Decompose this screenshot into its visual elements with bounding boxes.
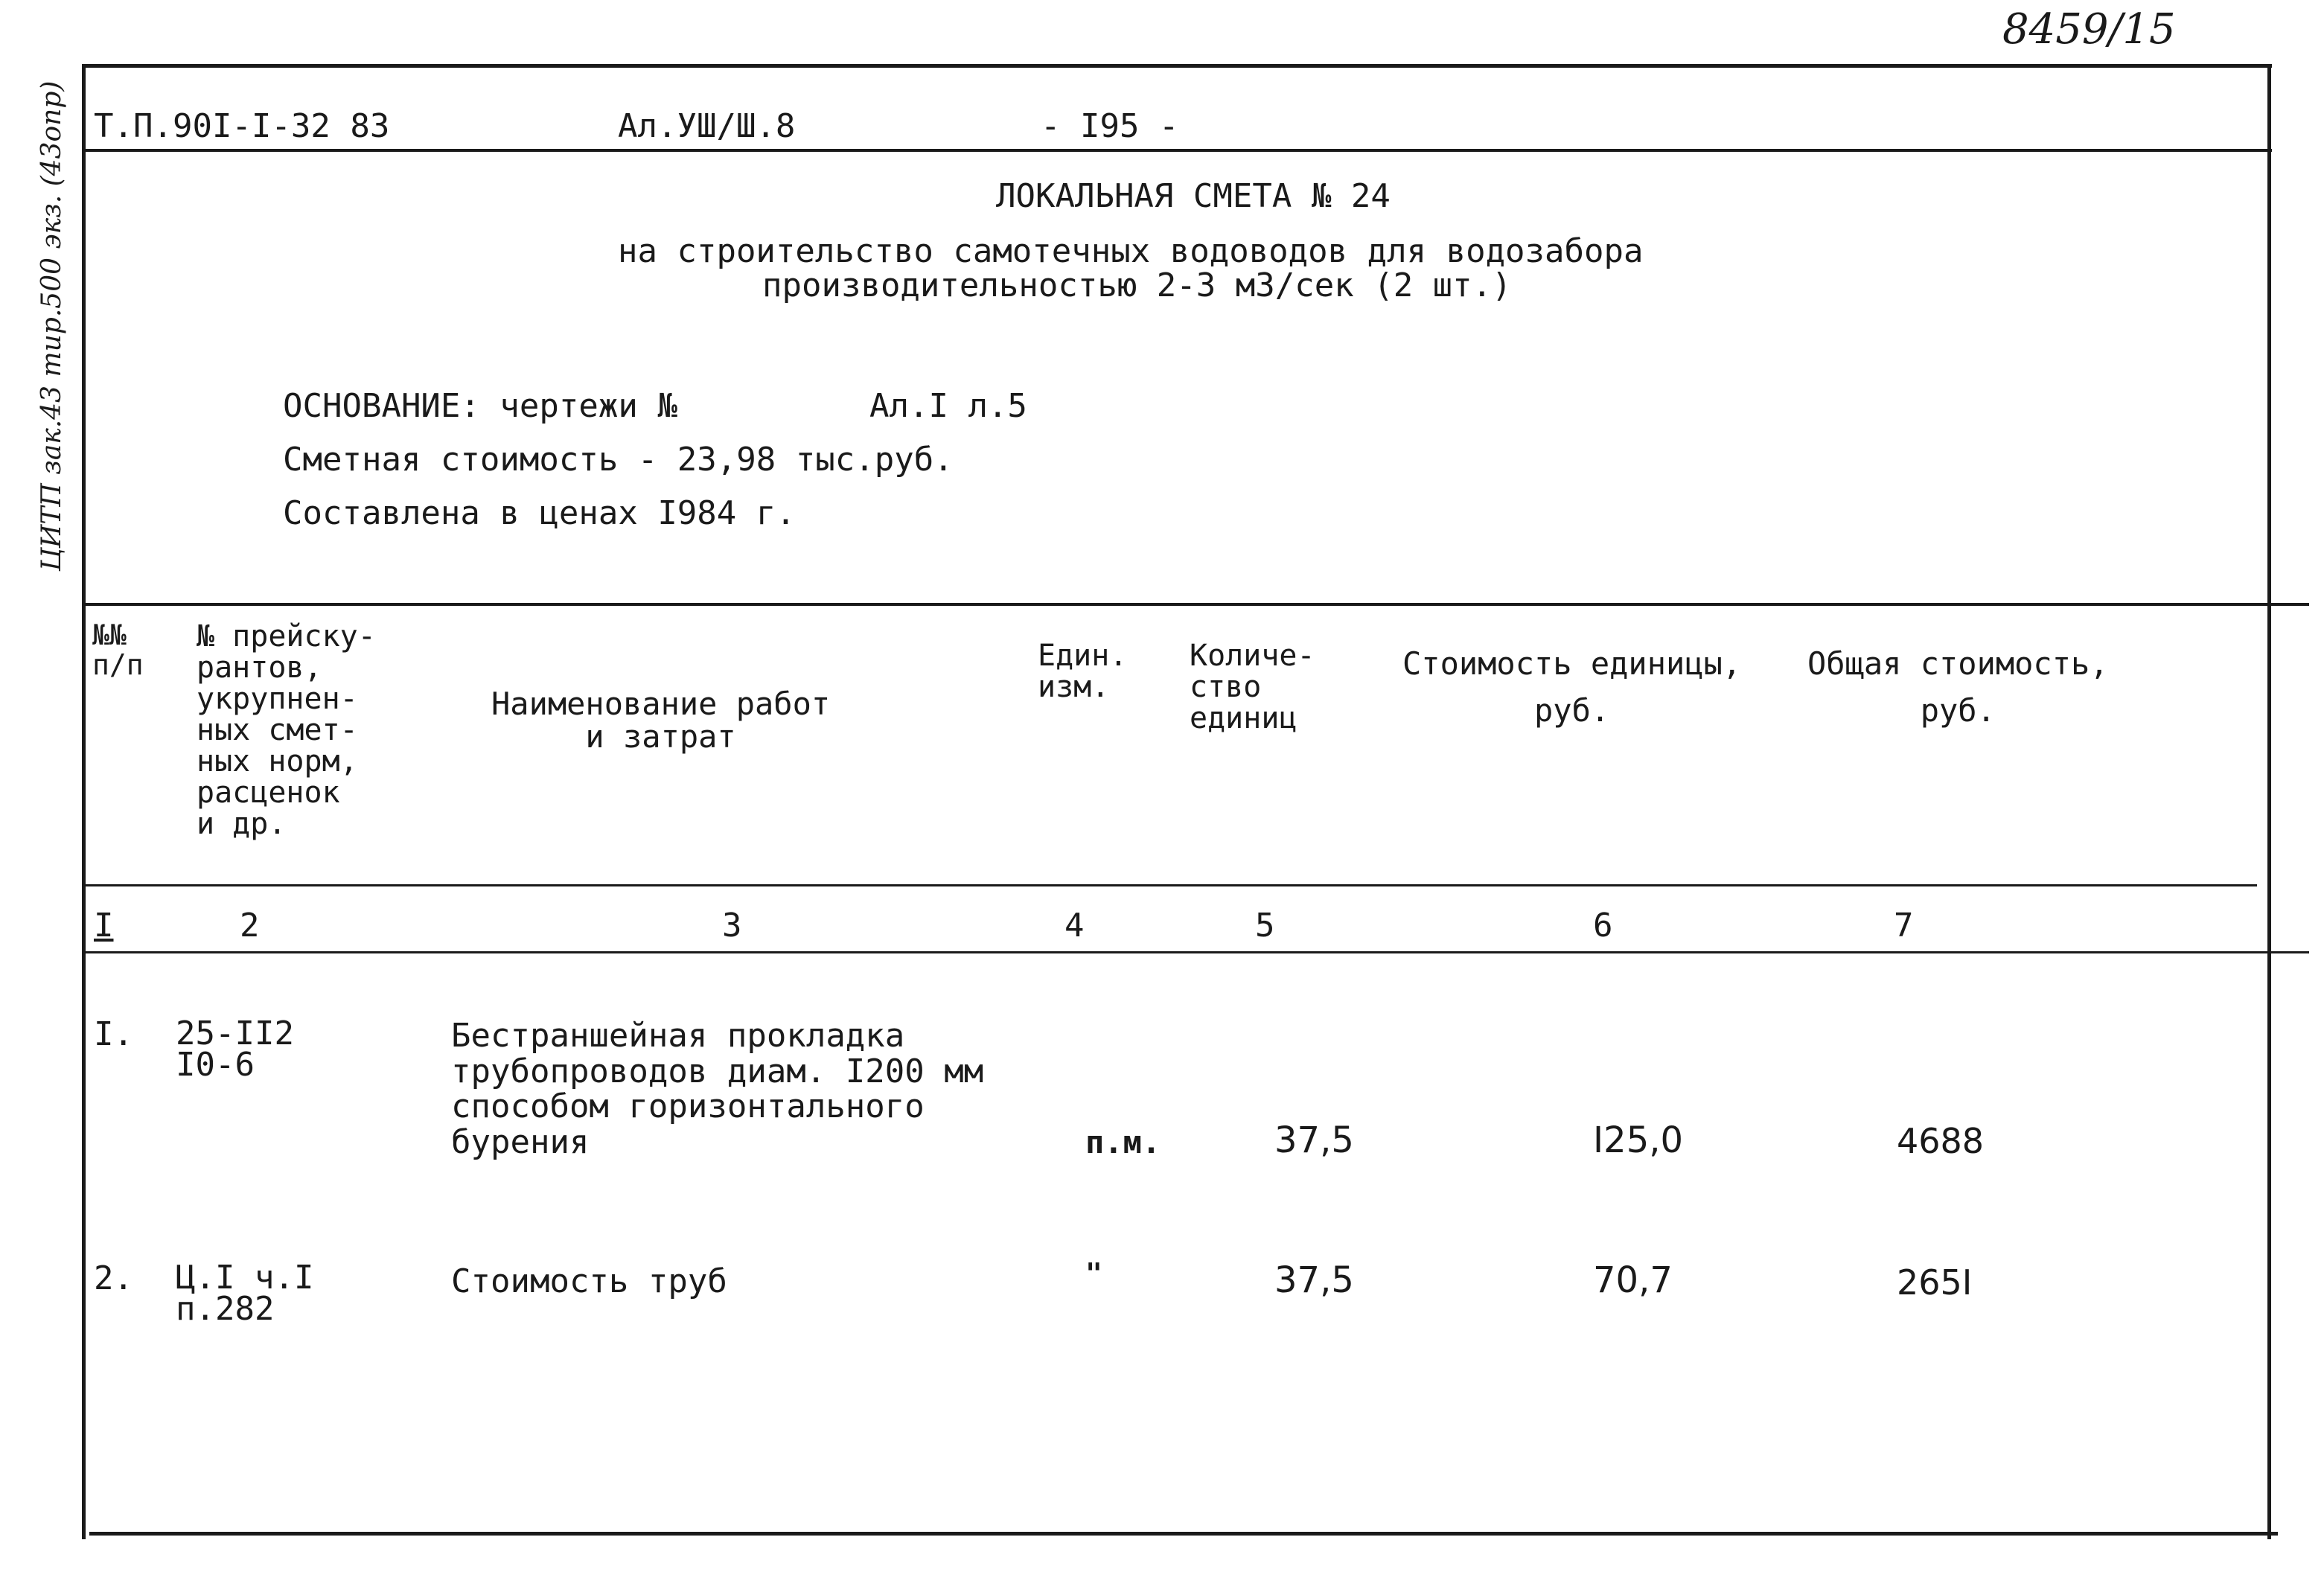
row-price-list-code: Ц.I ч.I п.282 <box>176 1259 314 1328</box>
row-unit: " <box>1085 1257 1102 1290</box>
row-work-name: Бестраншейная прокладка трубопроводов диам. I200 мм способом горизонтального бурения <box>451 1017 984 1161</box>
estimate-subject-line-1: на строительство самотечных водоводов для водозабора <box>618 232 1644 270</box>
row-quantity: 37,5 <box>1274 1259 1354 1301</box>
column-number-3: 3 <box>722 907 742 945</box>
row-work-name: Стоимость труб <box>451 1262 727 1300</box>
page-number: - I95 - <box>1041 107 1179 145</box>
row-unit-cost: 70,7 <box>1593 1259 1673 1301</box>
column-header-quantity: Количе- ство единиц <box>1190 639 1315 735</box>
row-number: 2. <box>94 1259 133 1297</box>
column-number-1: I <box>94 907 114 945</box>
row-unit: п.м. <box>1085 1124 1161 1160</box>
table-top-border <box>83 603 2309 606</box>
row-quantity: 37,5 <box>1274 1119 1354 1161</box>
column-header-row-number: №№ п/п <box>92 619 144 681</box>
column-numbers-divider <box>83 951 2309 953</box>
column-header-work-name: Наименование работ и затрат <box>491 686 831 755</box>
basis-drawings: ОСНОВАНИЕ: чертежи № <box>283 387 677 425</box>
column-number-4: 4 <box>1064 907 1085 945</box>
column-number-7: 7 <box>1894 907 1914 945</box>
estimated-cost: Сметная стоимость - 23,98 тыс.руб. <box>283 441 954 479</box>
column-number-5: 5 <box>1255 907 1275 945</box>
row-total-cost: 4688 <box>1897 1121 1985 1161</box>
row-price-list-code: 25-II2 I0-6 <box>176 1015 294 1084</box>
header-divider <box>83 149 2272 152</box>
column-header-unit-cost: Стоимость единицы, руб. <box>1402 645 1742 729</box>
column-header-price-list: № прейску- рантов, укрупнен- ных смет- ных норм, расценок и др. <box>197 619 376 841</box>
frame-left-border <box>82 64 86 1539</box>
column-header-divider <box>83 884 2257 886</box>
inventory-number: 8459/15 <box>2002 5 2176 54</box>
basis-sheet-reference: Ал.I л.5 <box>869 387 1027 425</box>
frame-right-border <box>2267 64 2271 1539</box>
frame-bottom-border <box>89 1532 2278 1536</box>
column-number-6: 6 <box>1593 907 1613 945</box>
album-reference: Ал.УШ/Ш.8 <box>618 107 796 145</box>
estimate-subject-line-2: производительностью 2-3 м3/сек (2 шт.) <box>762 266 1512 304</box>
estimate-heading: ЛОКАЛЬНАЯ СМЕТА № 24 <box>996 177 1391 215</box>
column-header-total-cost: Общая стоимость, руб. <box>1807 645 2109 729</box>
side-print-note: ЦИТП зак.43 тир.500 экз. (43опр) <box>36 80 67 572</box>
project-code: Т.П.90I-I-32 83 <box>94 107 390 145</box>
price-level: Составлена в ценах I984 г. <box>283 494 796 532</box>
frame-top-border <box>83 64 2272 68</box>
row-total-cost: 265I <box>1897 1262 1973 1303</box>
row-unit-cost: I25,0 <box>1593 1119 1684 1161</box>
column-number-2: 2 <box>240 907 260 945</box>
column-header-unit: Един. изм. <box>1038 639 1128 704</box>
row-number: I. <box>94 1015 133 1053</box>
